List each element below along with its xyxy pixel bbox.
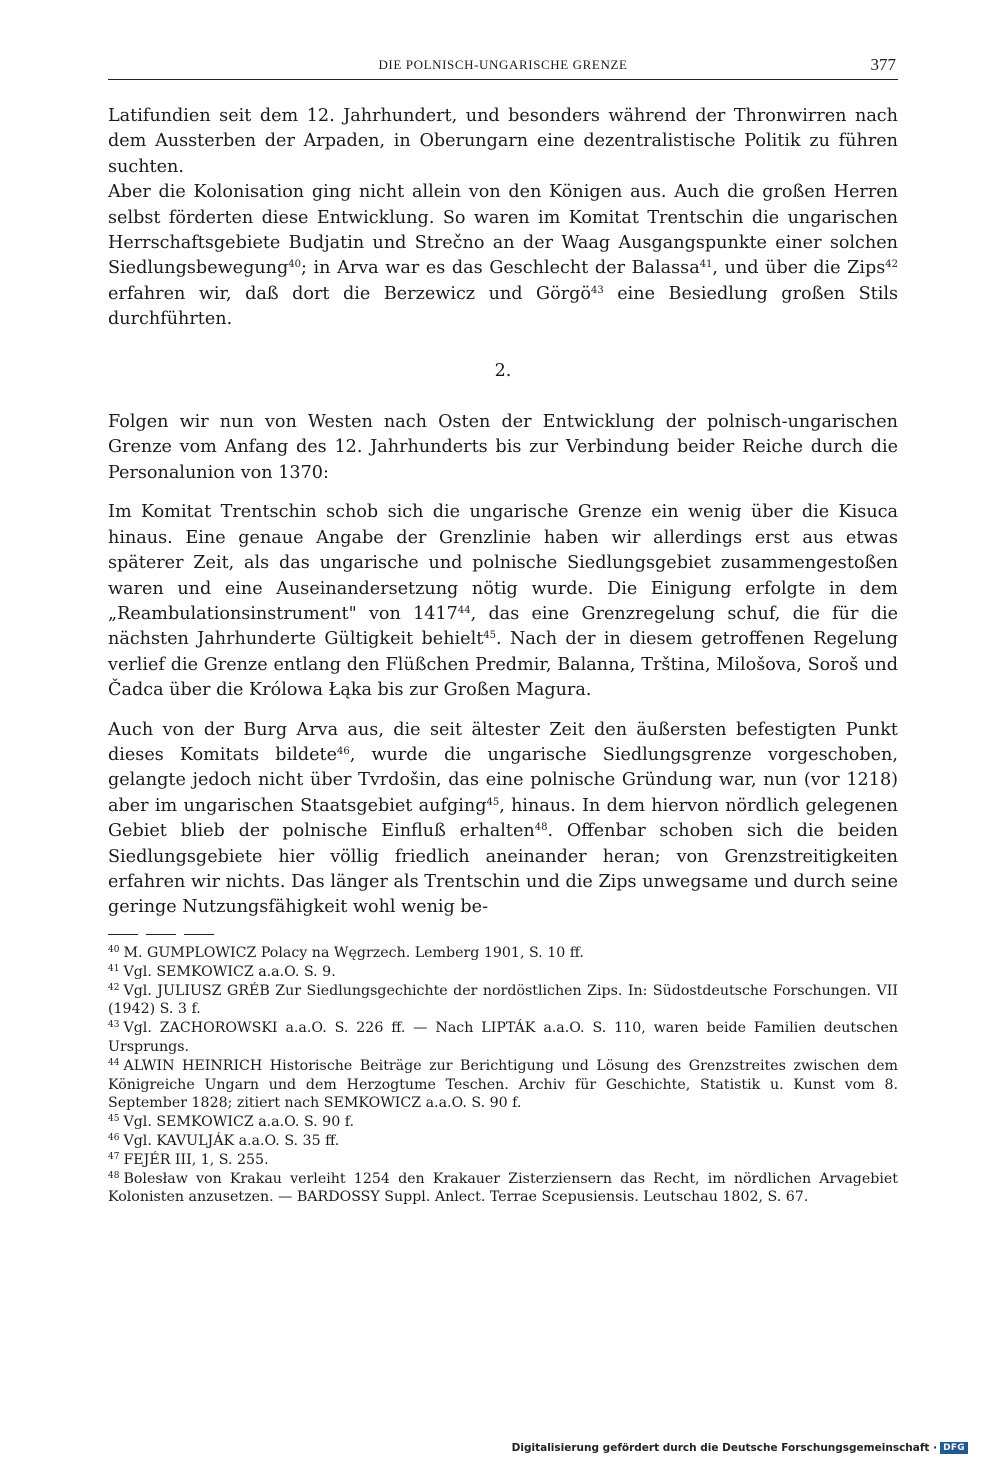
main-text <box>108 104 898 921</box>
footnote-number: 43 <box>108 1020 120 1031</box>
text-run: Aber die Kolonisation ging nicht allein von den Königen aus. Auch die großen Herren selbst förderten diese Entwicklung. So waren im Komitat Trentschin die ungarischen Herrschaftsgebiete Budjatin und Strečno an der Waag Ausgangspunkte einer solchen Siedlungsbewegung <box>108 182 898 279</box>
footnote <box>108 1113 898 1132</box>
footnote-number: 48 <box>108 1170 120 1181</box>
footnote-ref: 45 <box>486 796 500 808</box>
footnote <box>108 982 898 1020</box>
footnote-number: 46 <box>108 1132 120 1143</box>
paragraph-continued: Latifundien seit dem 12. Jahrhundert, und besonders während der Thronwirren nach dem Aussterben der Arpaden, in Oberungarn eine dezentralistische Politik zu führen suchten. <box>108 106 898 177</box>
footnote-ref: 45 <box>483 630 497 642</box>
text-run: , wurde die ungarische Siedlungsgrenze vorgeschoben, gelangte jedoch nicht über Tvrdošin, das eine polnische Gründung war, nun (vor 1218) aber im ungarischen Staatsgebiet aufging <box>108 744 898 816</box>
footnote <box>108 963 898 982</box>
paragraph-intro: Folgen wir nun von Westen nach Osten der Entwicklung der polnisch-ungarischen Grenze vom Anfang des 12. Jahrhunderts bis zur Verbindung beider Reiche durch die Personalunion von 1370: <box>108 412 898 483</box>
header-rule <box>108 79 898 80</box>
footnote-ref: 46 <box>336 745 350 757</box>
footnote-ref: 48 <box>534 822 548 834</box>
page-header <box>108 55 898 81</box>
text-run: . Nach der in diesem getroffenen Regelung verlief die Grenze entlang den Flüßchen Predmir, Balanna, Trština, Milošova, Soroš und Čadca über die Królowa Łąka bis zur Großen Magura. <box>108 629 898 701</box>
paragraph-arva <box>108 718 898 921</box>
text-run: Auch von der Burg Arva aus, die seit ältester Zeit den äußersten befestigten Punkt dieses Komitats bildete <box>108 719 898 765</box>
text-run: eine Besiedlung großen Stils durchführten. <box>108 283 898 330</box>
footnote <box>108 1057 898 1113</box>
text-run: , und über die Zips <box>712 258 886 279</box>
footnote-text: Vgl. KAVULJÁK a.a.O. S. 35 ff. <box>123 1132 340 1149</box>
footnote-text: FEJÉR III, 1, S. 255. <box>123 1151 269 1168</box>
footnote-ref: 44 <box>457 604 471 616</box>
digitization-credit <box>512 1442 968 1454</box>
footnote-number: 45 <box>108 1114 120 1125</box>
footnote-ref: 40 <box>288 259 302 271</box>
footnote-text: Vgl. ZACHOROWSKI a.a.O. S. 226 ff. — Nach LIPTÁK a.a.O. S. 110, waren beide Familien deutschen Ursprungs. <box>108 1020 898 1055</box>
footnote <box>108 1132 898 1151</box>
footnote-ref: 43 <box>590 284 604 296</box>
text-run: ; in Arva war es das Geschlecht der Balassa <box>301 258 700 279</box>
dfg-logo-icon: DFG <box>940 1442 968 1454</box>
text-run: . Offenbar schoben sich die beiden Siedlungsgebiete hier völlig friedlich aneinander heran; von Grenzstreitigkeiten erfahren wir nichts. Das länger als Trentschin und die Zips unwegsame und durch seine geringe Nutzungsfähigkeit wohl wenig be- <box>108 821 898 918</box>
footnote <box>108 944 898 963</box>
credit-text: Digitalisierung gefördert durch die Deutsche Forschungsgemeinschaft · <box>511 1442 938 1454</box>
footnote-text: M. GUMPLOWICZ Polacy na Węgrzech. Lemberg 1901, S. 10 ff. <box>123 945 584 961</box>
footnote-text: Vgl. SEMKOWICZ a.a.O. S. 9. <box>123 963 336 980</box>
footnote-number: 41 <box>108 963 120 974</box>
footnote <box>108 1019 898 1057</box>
footnotes <box>108 944 898 1207</box>
footnote <box>108 1170 898 1208</box>
footnote-rule <box>108 934 138 935</box>
paragraph-colonisation <box>108 180 898 332</box>
footnote-number: 44 <box>108 1057 120 1068</box>
footnote-text: ALWIN HEINRICH Historische Beiträge zur Berichtigung und Lösung des Grenzstreites zwischen dem Königreiche Ungarn und dem Herzogtume Teschen. Archiv für Geschichte, Statistik u. Kunst vom 8. September 1828; zitiert nach SEMKOWICZ a.a.O. S. 90 f. <box>108 1057 898 1112</box>
footnote-ref: 42 <box>885 259 898 271</box>
paragraph-trentschin <box>108 500 898 703</box>
text-run: , das eine Grenzregelung schuf, die für die nächsten Jahrhunderte Gültigkeit behielt <box>108 603 898 650</box>
text-run: , hinaus. In dem hiervon nördlich gelegenen Gebiet blieb der polnische Einfluß erhalten <box>108 795 898 842</box>
footnote <box>108 1151 898 1170</box>
footnote-ref: 41 <box>699 259 713 271</box>
footnote-text: Vgl. SEMKOWICZ a.a.O. S. 90 f. <box>123 1114 355 1131</box>
footnote-number: 42 <box>108 982 120 993</box>
footnote-number: 47 <box>108 1151 120 1162</box>
footnote-text: Bolesław von Krakau verleiht 1254 den Krakauer Zisterziensern das Recht, im nördlichen Arvagebiet Kolonisten anzusetzen. — BARDOSSY Suppl. Anlect. Terrae Scepusiensis. Leutschau 1802, S. 67. <box>108 1170 898 1206</box>
section-number: 2. <box>494 360 512 381</box>
footnote-rule <box>146 934 176 935</box>
running-title: DIE POLNISCH-UNGARISCHE GRENZE <box>378 57 628 72</box>
footnote-number: 40 <box>108 945 120 955</box>
footnote-text: Vgl. JULIUSZ GRÉB Zur Siedlungsgechichte der nordöstlichen Zips. In: Südostdeutsche Forschungen. VII (1942) S. 3 f. <box>108 982 898 1018</box>
page-number: 377 <box>870 55 896 74</box>
footnote-rule <box>184 934 214 935</box>
text-run: erfahren wir, daß dort die Berzewicz und Görgö <box>108 283 591 304</box>
text-run: Im Komitat Trentschin schob sich die ungarische Grenze ein wenig über die Kisuca hinaus. Eine genaue Angabe der Grenzlinie haben wir allerdings erst aus etwas späterer Zeit, als das ungarische und polnische Siedlungsgebiet zusammengestoßen waren und eine Auseinandersetzung nötig wurde. Die Einigung erfolgte in dem „Reambulationsinstrument" von 1417 <box>108 502 898 624</box>
